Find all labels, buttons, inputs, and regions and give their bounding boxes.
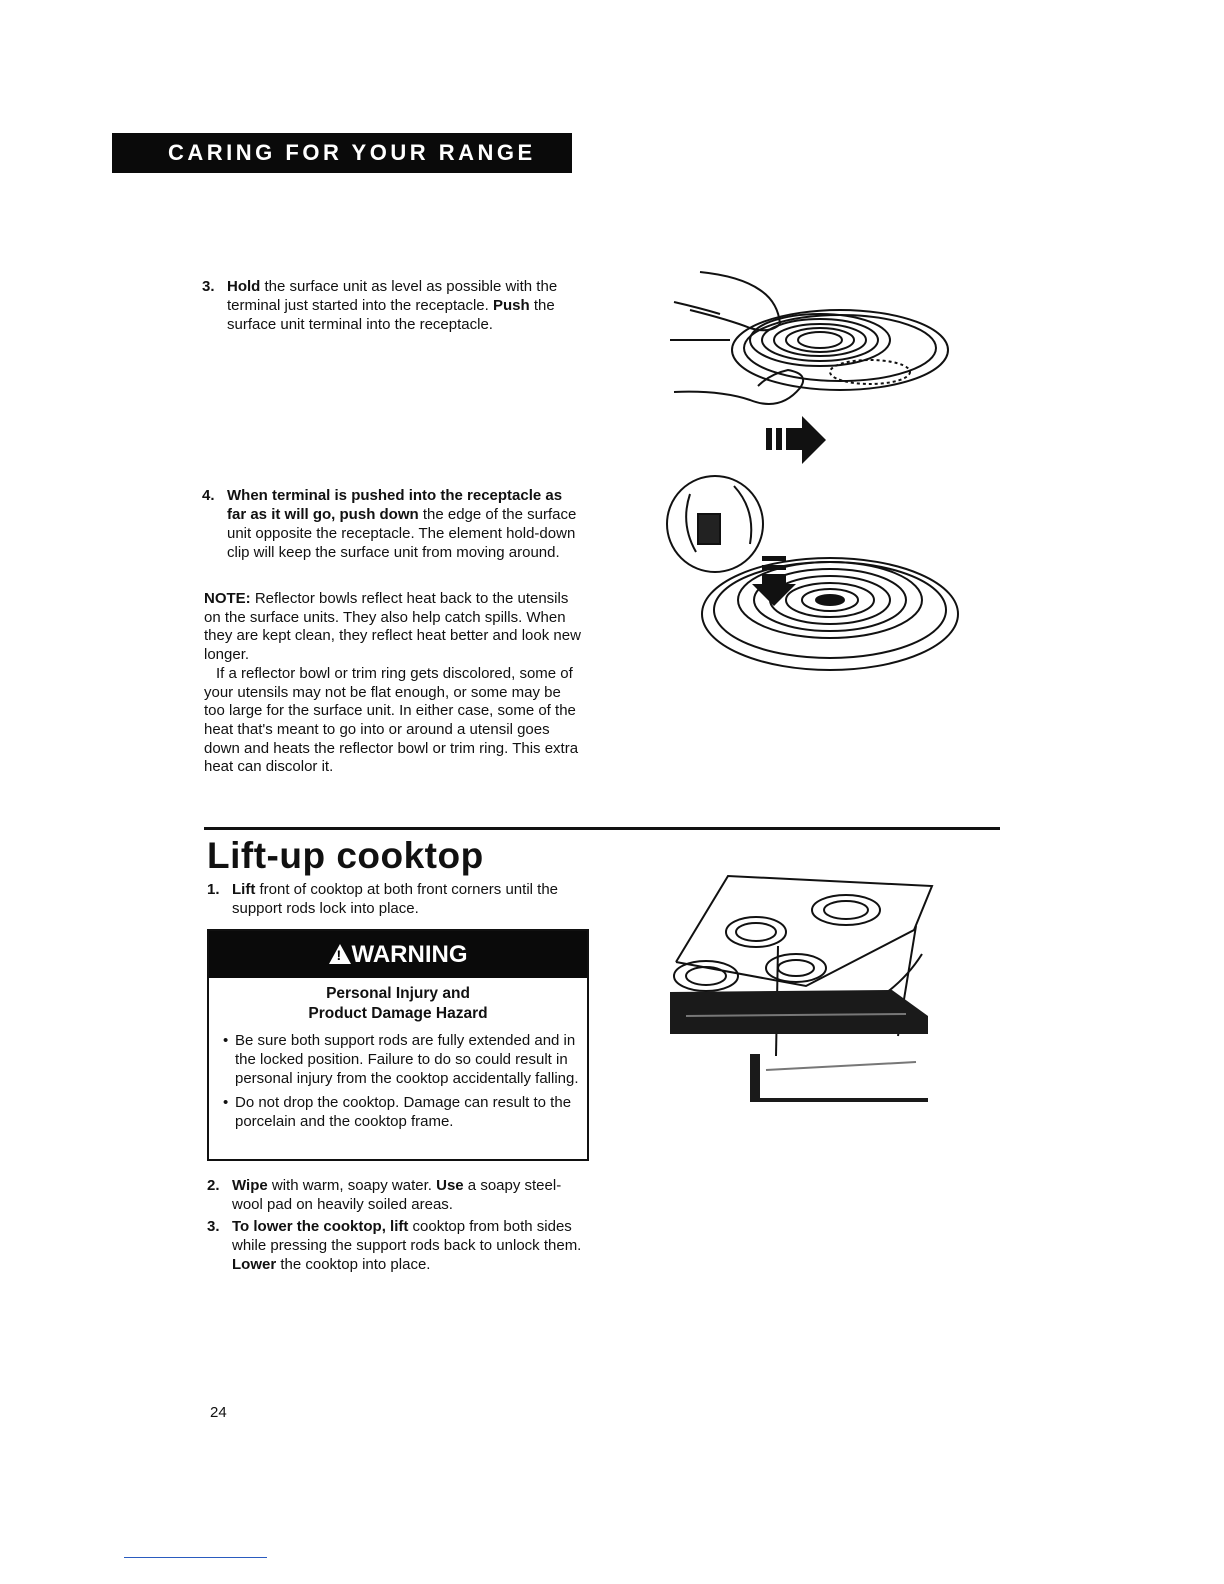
step-text-run: cooktop from both sides while pressing the support rods back to unlock them. xyxy=(232,1218,582,1254)
step-number: 3. xyxy=(202,278,215,295)
step-bold-text: To lower the cooktop, lift xyxy=(232,1218,409,1235)
warning-list xyxy=(209,1031,587,1131)
note-paragraph-1: Reflector bowls reflect heat back to the utensils on the surface units. They also help catch spills. When they are kept clean, they reflect heat better and look new longer. xyxy=(204,590,581,664)
warning-header xyxy=(209,931,587,978)
cooktop-step-3 xyxy=(207,1217,585,1274)
warning-triangle-icon xyxy=(329,944,351,964)
push-down-surface-unit-illustration xyxy=(660,474,960,674)
step-text-run: with warm, soapy water. xyxy=(267,1177,437,1194)
step-text-run: front of cooktop at both front corners until the support rods lock into place. xyxy=(232,881,559,917)
step-text-run: the edge of the surface unit opposite the receptacle. The element hold-down clip will keep the surface unit from moving around. xyxy=(227,506,577,561)
step-number: 2. xyxy=(207,1177,220,1194)
step-bold-text: When terminal is pushed into the receptacle as far as it will go, push down xyxy=(227,487,563,523)
step-bold-text: Use xyxy=(436,1177,464,1194)
cooktop-step-2 xyxy=(207,1176,585,1214)
note-paragraph-2: If a reflector bowl or trim ring gets discolored, some of your utensils may not be flat enough, or some may be too large for the surface unit. In either case, some of the heat that's meant to go into or around a utensil goes down and heats the reflector bowl or trim ring. This extra heat can discolor it. xyxy=(204,664,579,776)
warning-title-line-2: Product Damage Hazard xyxy=(308,1005,488,1022)
step-text xyxy=(232,880,585,918)
section-divider xyxy=(204,827,1000,830)
reflector-note xyxy=(204,590,582,777)
warning-title-line-1: Personal Injury and xyxy=(326,985,470,1002)
step-bold-text: Wipe xyxy=(232,1177,268,1194)
warning-heading: WARNING xyxy=(351,941,468,968)
insert-surface-unit-illustration xyxy=(660,262,960,467)
warning-bullet: • Be sure both support rods are fully extended and in the locked position. Failure to do so could result in personal injury from the cooktop accidentally falling. xyxy=(223,1031,587,1088)
step-text xyxy=(227,486,582,562)
step-bold-text: Push xyxy=(492,297,530,314)
step-number: 3. xyxy=(207,1218,220,1235)
warning-title xyxy=(209,984,587,1024)
note-label: NOTE: xyxy=(204,590,251,607)
cooktop-step-1 xyxy=(207,880,585,918)
step-number: 1. xyxy=(207,881,220,898)
step-bold-text: Lower xyxy=(232,1256,277,1273)
step-text xyxy=(232,1217,585,1274)
lift-up-cooktop-illustration xyxy=(666,866,934,1102)
step-text-run: the surface unit terminal into the receptacle. xyxy=(227,297,555,333)
step-text-run: the surface unit as level as possible with the terminal just started into the receptacle. xyxy=(227,278,558,314)
step-text xyxy=(232,1176,585,1214)
page-number: 24 xyxy=(210,1404,227,1421)
step-bold-text: Hold xyxy=(227,278,261,295)
step-bold-text: Lift xyxy=(232,881,256,898)
instruction-step-4 xyxy=(202,486,582,562)
step-number: 4. xyxy=(202,487,215,504)
section-title: Lift-up cooktop xyxy=(207,835,484,876)
warning-box xyxy=(207,929,589,1161)
step-text xyxy=(227,277,582,334)
section-header: CARING FOR YOUR RANGE xyxy=(112,133,572,173)
instruction-step-3 xyxy=(202,277,582,334)
step-text-run: the cooktop into place. xyxy=(276,1256,431,1273)
step-text-run: a soapy steel-wool pad on heavily soiled areas. xyxy=(232,1177,562,1213)
footer-line xyxy=(124,1557,267,1558)
warning-bullet: • Do not drop the cooktop. Damage can result to the porcelain and the cooktop frame. xyxy=(223,1093,587,1131)
